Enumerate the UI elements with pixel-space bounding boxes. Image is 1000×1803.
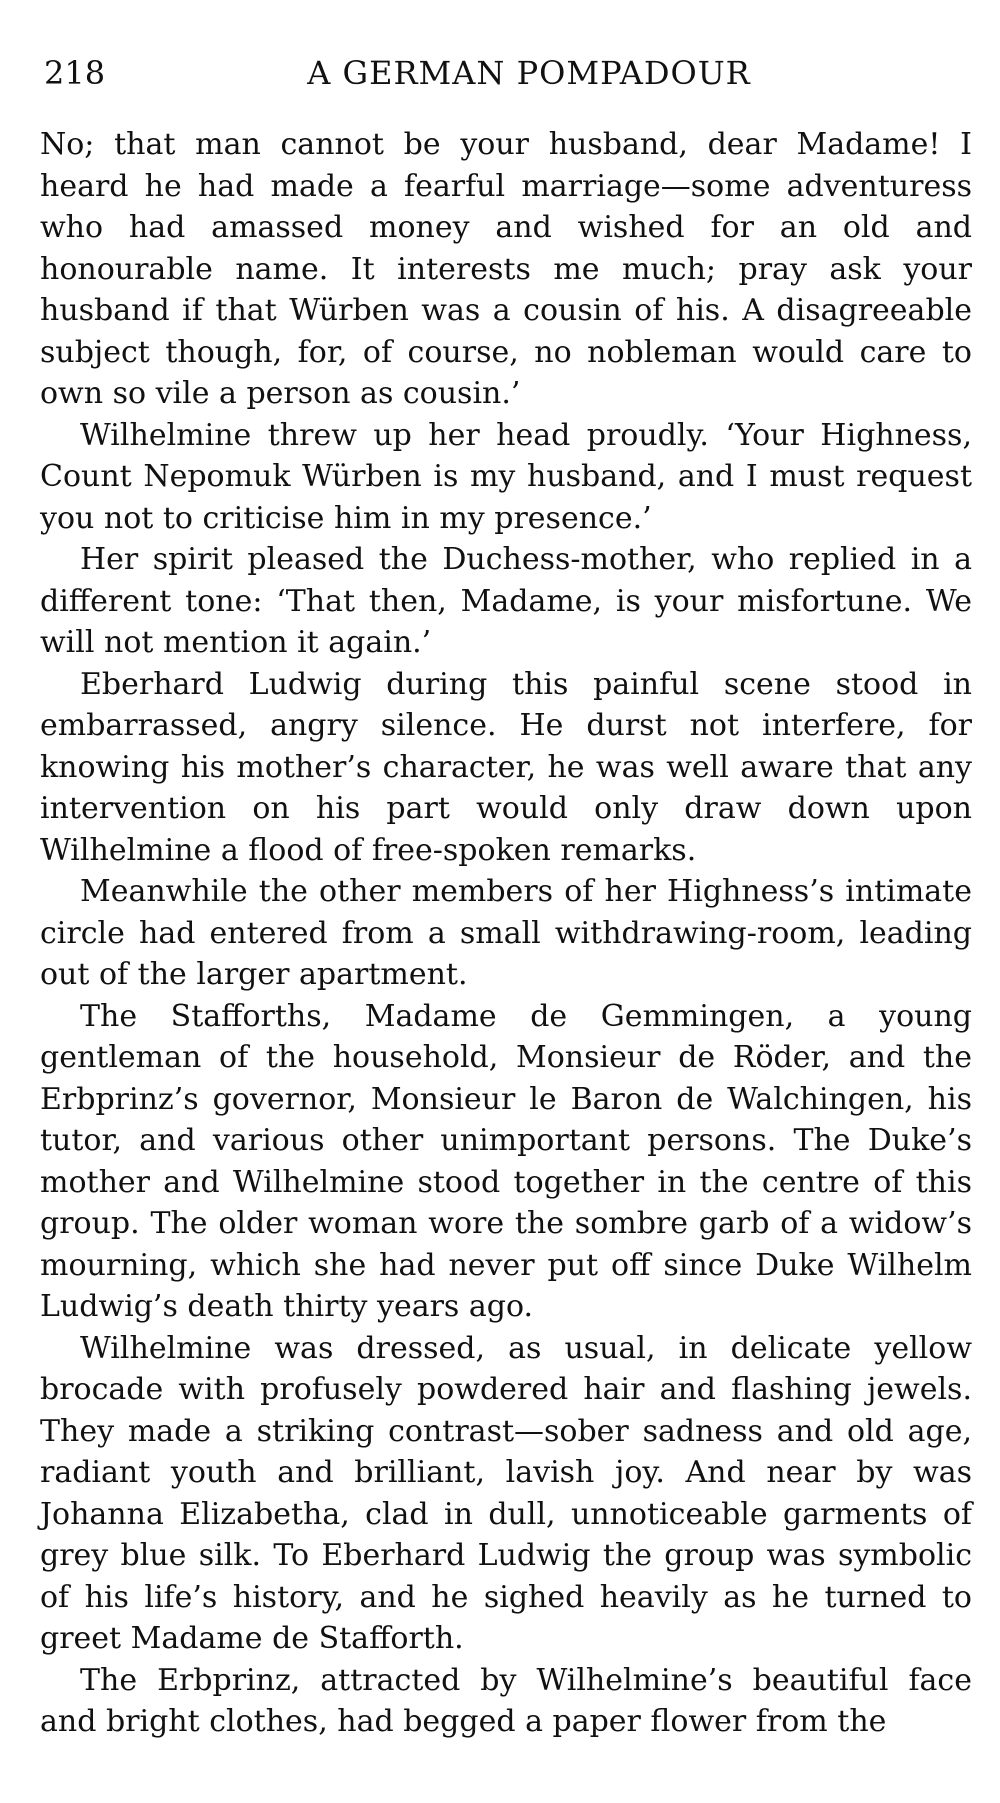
paragraph: Wilhelmine was dressed, as usual, in delicate yellow brocade with profusely powdered hair and flashing jewels. They made a striking contrast—sober sadness and old age, radiant youth and brilliant, lavish joy. And near by was Johanna Elizabetha, clad in dull, unnoticeable garments of grey blue silk. To Eberhard Ludwig the group was symbolic of his life’s history, and he sighed heavily as he turned to greet Madame de Stafforth. <box>40 1330 972 1656</box>
book-title: A GERMAN POMPADOUR <box>307 54 751 92</box>
paragraph: Her spirit pleased the Duchess-mother, who replied in a different tone: ‘That then, Madame, is your misfortune. We will not mention it again.’ <box>40 542 972 660</box>
paragraph-continued: No; that man cannot be your husband, dear Madame! I heard he had made a fearful marriage—some adventuress who had amassed money and wished for an old and honourable name. It interests me much; pray ask your husband if that Würben was a cousin of his. A disagreeable subject though, for, of course, no nobleman would care to own so vile a person as cousin.’ <box>40 127 972 411</box>
body-text <box>40 124 972 1743</box>
paragraph: Wilhelmine threw up her head proudly. ‘Your Highness, Count Nepomuk Würben is my husband, and I must request you not to criticise him in my presence.’ <box>40 417 972 536</box>
paragraph: The Stafforths, Madame de Gemmingen, a young gentleman of the household, Monsieur de Röder, and the Erbprinz’s governor, Monsieur le Baron de Walchingen, his tutor, and various other unimportant persons. The Duke’s mother and Wilhelmine stood together in the centre of this group. The older woman wore the sombre garb of a widow’s mourning, which she had never put off since Duke Wilhelm Ludwig’s death thirty years ago. <box>40 998 972 1324</box>
paragraph: The Erbprinz, attracted by Wilhelmine’s beautiful face and bright clothes, had begged a paper flower from the <box>40 1662 972 1739</box>
paragraph: Eberhard Ludwig during this painful scene stood in embarrassed, angry silence. He durst not interfere, for knowing his mother’s character, he was well aware that any intervention on his part would only draw down upon Wilhelmine a flood of free-spoken remarks. <box>40 666 972 868</box>
running-head <box>44 48 974 98</box>
page-number: 218 <box>44 54 106 92</box>
paragraph: Meanwhile the other members of her Highness’s intimate circle had entered from a small withdrawing-room, leading out of the larger apartment. <box>40 874 972 992</box>
